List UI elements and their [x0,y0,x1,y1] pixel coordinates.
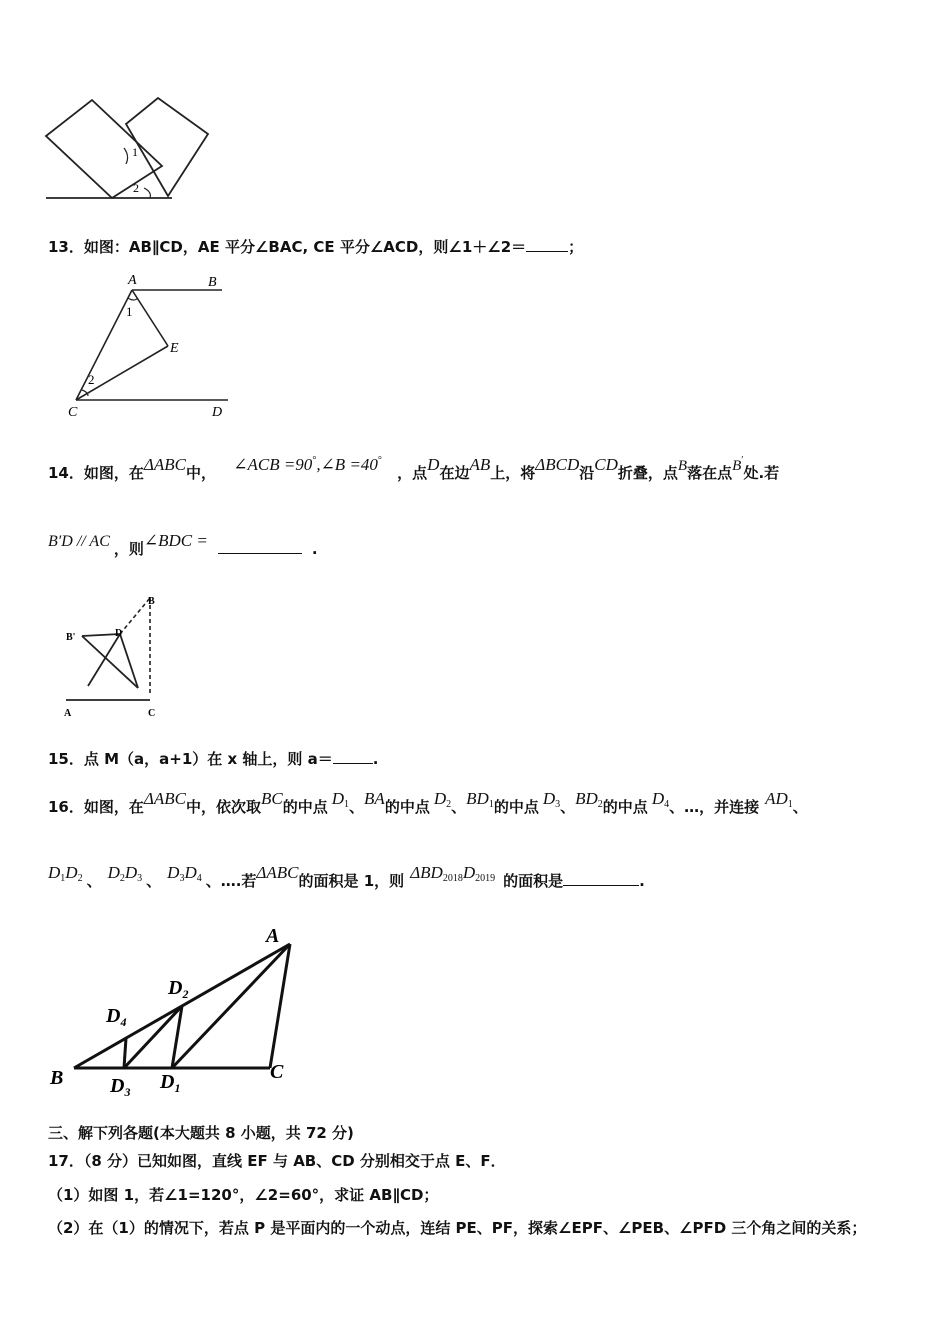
label-c: C [148,708,156,719]
q16-sep-6: 、 [146,872,162,890]
q14-text-1: 如图，在 [83,464,144,482]
q16-sep-4: 、 [792,798,808,816]
q16-ba: BA [364,789,385,808]
question-14-line-1 [48,455,780,483]
q16-text-3: 的中点 [282,798,328,816]
q16-end: . [639,872,645,890]
q16-ad1: $AD_1$ [765,789,793,810]
q16-d2: $D_2$ [433,789,452,810]
q16-d1: $D_1$ [331,789,350,810]
q16-text-5: 的中点 [493,798,539,816]
question-16-line-1 [48,789,808,818]
question-16-line-2 [48,863,645,892]
label-d4: $D_4$ [106,1005,127,1029]
figure-q16 [44,922,304,1098]
q16-sep-1: 、 [349,798,365,816]
q14-answer-blank[interactable] [218,553,302,554]
q16-text-4: 的中点 [384,798,430,816]
q14-triangle: ΔABC [143,455,186,474]
question-14-line-2 [48,531,318,559]
figure-two-squares [40,92,215,207]
label-e: E [170,341,179,356]
q16-bc: BC [261,789,283,808]
dashed-db [120,598,150,634]
q13-answer-blank[interactable] [526,251,568,252]
label-c: C [68,405,78,420]
q15-number: 15． [48,750,84,768]
q14-text-2: 中， [185,464,216,482]
q13-number: 13． [48,238,84,256]
label-d3: $D_3$ [110,1075,131,1098]
label-b: B [50,1067,64,1089]
q14-text-10: ，则 [113,540,144,558]
label-d: D [212,405,223,420]
q16-text-7: 、…，并连接 [669,798,760,816]
q14-triangle-bcd: ΔBCD [535,455,580,474]
q15-text: 点 M（a，a+1）在 x 轴上，则 a＝ [83,750,333,768]
label-2: 2 [88,372,95,387]
angle-arc-1 [124,148,128,164]
figure-q14 [58,592,168,722]
label-bprime: B' [66,632,76,643]
line-d3d4 [124,1038,126,1068]
q16-d1d2: $D_1D_2$ [48,863,83,884]
q15-answer-blank[interactable] [333,763,373,764]
line-da [88,634,120,686]
label-d2: $D_2$ [168,977,189,1001]
q13-text: 如图：AB∥CD，AE 平分∠BAC, CE 平分∠ACD，则∠1＋∠2＝ [83,238,527,256]
q14-text-8: 落在点 [687,464,733,482]
q16-bd1: $BD_1$ [466,789,494,810]
q14-text-7: 折叠，点 [617,464,678,482]
label-a: A [64,708,72,719]
q14-text-6: 沿 [579,464,595,482]
label-2: 2 [133,181,139,195]
q14-number: 14． [48,464,84,482]
q13-end: ； [568,238,584,256]
q14-point-b: B [677,458,688,474]
q14-line-cd: CD [594,455,618,474]
q16-text-10: 的面积是 [503,872,564,890]
q16-number: 16． [48,798,84,816]
q16-text-8: 、….若 [205,872,257,890]
q16-d2d3: $D_2D_3$ [107,863,143,884]
q14-text-4: 在边 [439,464,470,482]
q14-point-bprime: B′ [732,455,744,474]
question-17-part-1: （1）如图 1，若∠1=120°，∠2=60°，求证 AB∥CD； [48,1186,439,1204]
q14-condition: B′D // AC [48,533,110,550]
label-d: D [115,628,123,639]
q16-triangle: ΔABC [143,789,186,808]
q16-d4: $D_4$ [651,789,670,810]
q16-d3d4: $D_3D_4$ [167,863,202,884]
label-d1: $D_1$ [160,1071,181,1095]
q16-sep-3: 、 [560,798,576,816]
q16-big-triangle: $\Delta BD_{2018}D_{2019}$ [410,863,496,884]
q16-text-9: 的面积是 1，则 [298,872,405,890]
q14-end: . [311,540,318,558]
q16-text-1: 如图，在 [83,798,144,816]
q14-text-3: ，点 [397,464,428,482]
q16-text-6: 的中点 [602,798,648,816]
q14-ask: ∠BDC = [143,531,208,550]
q16-sep-5: 、 [86,872,102,890]
q14-angle-acb: ∠ACB =90°,∠B =40° [233,455,382,474]
question-17-head: 17．（8 分）已知如图，直线 EF 与 AB、CD 分别相交于点 E、F． [48,1152,506,1170]
q14-text-9: 处.若 [743,464,780,482]
figure-q13 [62,268,242,420]
question-13 [48,236,583,257]
label-b: B [148,596,155,607]
label-1: 1 [126,304,133,319]
label-1: 1 [132,145,138,159]
left-square [46,100,162,198]
q16-answer-blank[interactable] [563,885,639,886]
q16-text-2: 中，依次取 [185,798,261,816]
label-c: C [270,1061,284,1083]
q16-bd2: $BD_2$ [575,789,603,810]
q16-d3: $D_3$ [542,789,561,810]
q14-side-ab: AB [469,455,491,474]
angle-arc-2 [144,188,150,198]
q16-triangle-2: ΔABC [256,863,299,882]
question-17-part-2: （2）在（1）的情况下，若点 P 是平面内的一个动点，连结 PE、PF，探索∠EPF、∠PEB、∠PFD 三个角之间的关系； [48,1219,867,1237]
q15-end: . [372,750,379,768]
label-b: B [208,275,217,290]
question-15 [48,748,378,769]
q14-point-d: D [427,455,440,474]
section-3-heading: 三、解下列各题(本大题共 8 小题，共 72 分) [48,1124,354,1142]
q16-sep-2: 、 [451,798,467,816]
label-a: A [266,925,280,947]
q14-text-5: 上，将 [490,464,536,482]
label-a: A [128,273,137,288]
